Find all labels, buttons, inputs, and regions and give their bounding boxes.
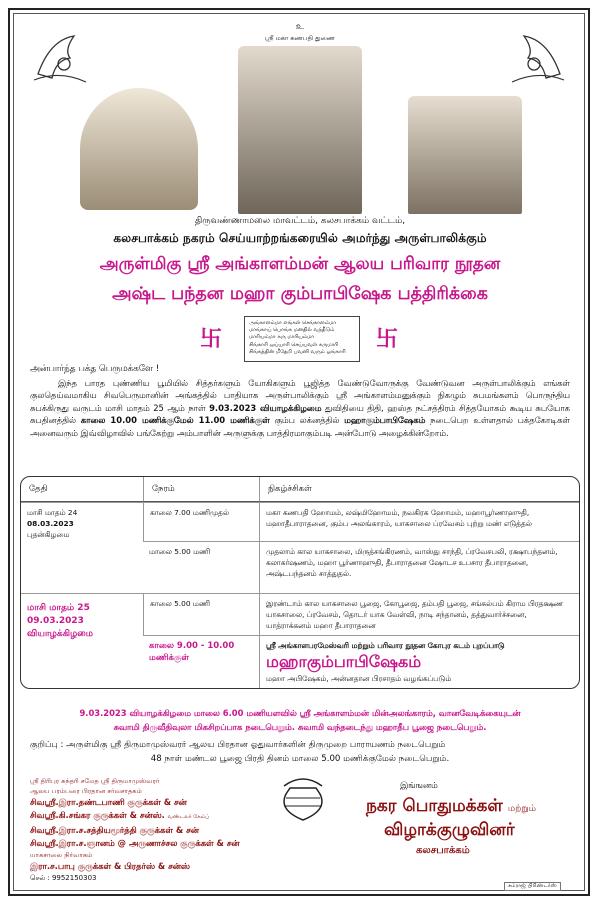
day2-slot2-time: காலை 9.00 - 10.00 மணிக்குள் bbox=[143, 635, 259, 688]
intro-text: இந்த பாரத புண்ணிய பூமியில் சித்தர்களும் யோகிகளும் பூஜித்த வேண்டுவோருக்கு வேண்டுவன அருள்பாலிக்கும் எங்கள் குலதெய்வமாகிய சிவபெருமானின் அங்கத்தில் பாதியாக அருள்பாலிக்கும் ஸ்ரீ அங்காளம்மனுக்கும் நிகழும் சுபமங்களம் பொருந்திய சுபக்கிருது வருடம் மாசி மாதம் 25 ஆம் நாள் bbox=[30, 378, 570, 413]
verse-line: சிங்கத்தின் மீதேறி பவனி வரும் ஓங்காரி bbox=[249, 348, 346, 355]
verse-line: சிங்காரி ஒய்யாரி செய்யவள் கருமாரி bbox=[249, 341, 339, 348]
day2-slot1-time: காலை 5.00 மணி bbox=[143, 593, 259, 635]
header-time: நேரம் bbox=[143, 477, 259, 502]
priest-name: சிவஸ்ரீ.இரா.ச.சத்தியமூர்த்தி குருக்கள் & சன் bbox=[30, 825, 199, 835]
title-line-2: அஷ்ட பந்தன மஹா கும்பாபிஷேக பத்திரிக்கை bbox=[112, 284, 488, 304]
intro-text: நடைபெற உள்ளதால் பக்தகோடிகள் அனைவரும் இவ்விழாவில் பங்கேற்று அம்பாளின் அருளுக்கு பாத்திரமாகும்படி அன்போடு அழைக்கின்றோம். bbox=[30, 415, 570, 438]
day2-slot2-events bbox=[259, 635, 579, 688]
day1-slot1-events: மகா கணபதி ஹோமம், லஷ்மிஹோமம், நவகிரக ஹோமம், மஹாபூர்ணாஹுதி, மஹாதீபாராதனை, கும்ப அலங்காரம், யாகசாலை ப்ரவேசம் புற்று மண் எடுத்தல் bbox=[259, 502, 579, 541]
note-line-2: 48 நாள் மண்டல பூஜை பிரதி தினம் மாலை 5.00 மணிக்குமேல் நடைபெறும். bbox=[150, 754, 450, 764]
day1-weekday: புதன்கிழமை bbox=[27, 530, 70, 539]
priests-line-1: ஸ்ரீ திரிபுர சுந்தரி சமேத ஸ்ரீ திருமாமுஸ்வரர் bbox=[30, 777, 160, 785]
top-invocation: ஸ்ரீ மகா கணபதி துணை bbox=[264, 34, 336, 42]
day1-slot2-events: முதலாம் கால யாகசாலை, மிருத்சங்கிரணம், வாஸ்து சாந்தி, ப்ரவேசபலி, ரக்ஷாபந்தனம், கலாகர்ஷணம், மஹா பூர்ணாஹுதி, தீபாராதனை ஷோடச உபசார தீபாராதனை, அஷ்டபந்தனம் சாத்துதல். bbox=[259, 541, 579, 593]
priests-block bbox=[30, 776, 270, 884]
kalasam-pot-icon bbox=[272, 776, 334, 822]
hosts-connector: மற்றும் bbox=[507, 804, 536, 814]
verse-line: மாங்காய் பொங்க மனதில் வந்தீடும் bbox=[249, 327, 335, 334]
intro-date: 9.03.2023 வியாழக்கிழமை bbox=[209, 402, 322, 413]
header-events: நிகழ்ச்சிகள் bbox=[259, 477, 579, 502]
intro-text: கும்ப லக்னத்தில் bbox=[269, 415, 345, 426]
day2-slot2-line: ஸ்ரீ அங்காளபரமேஸ்வரி மற்றும் பரிவார நூதன கோபுர கடம் புறப்பாடு bbox=[266, 641, 505, 650]
swastik-left-icon: 卐 bbox=[200, 327, 223, 352]
verse-line: மாரியம்மா கரு மாரியம்மா bbox=[249, 334, 315, 341]
hosts-main-row bbox=[366, 796, 536, 818]
evening-line-2: சுவாமி திருவீதிவுலா மிகசிறப்பாக நடைபெறும். சுவாமி வந்தடைந்து மஹாதீப பூஜை நடைபெறும். bbox=[113, 722, 487, 732]
greeting: அன்பார்ந்த பக்த பெருமக்களே ! bbox=[30, 364, 160, 374]
printer-credit: சம்ராஜ் பிரிண்டர்ஸ் bbox=[504, 882, 561, 891]
verse-line: அங்காளம்மா எங்கள் செங்காளம்மா bbox=[249, 320, 336, 326]
note-line-1: குறிப்பு : அருள்மிகு ஸ்ரீ திருமாமுஸ்வரர் ஆலய பிரதான ஓதுவார்களின் திருமுறை பாராயணம் நடைபெறும் bbox=[30, 740, 446, 750]
intro-time: காலை 10.00 மணிக்குமேல் 11.00 மணிக்குள் bbox=[80, 415, 270, 426]
table-row bbox=[21, 502, 579, 541]
phone-number: செல் : 9952150303 bbox=[30, 874, 97, 882]
top-blessing: உ bbox=[295, 22, 305, 32]
invitation-paragraph bbox=[30, 377, 570, 439]
priests-line-2: ஆலய பரம்பரை பிரதான சர்வசாதகம் bbox=[30, 787, 142, 795]
hosts-committee: விழாக்குழுவினர் bbox=[384, 820, 515, 840]
table-row bbox=[21, 593, 579, 635]
durga-image bbox=[80, 88, 198, 210]
day2-date: 09.03.2023 bbox=[27, 616, 84, 626]
priest-name: சிவஸ்ரீ.கி.சங்கர குருக்கள் & சன்ஸ். bbox=[30, 810, 165, 820]
title-line-1: அருள்மிகு ஸ்ரீ அங்காளம்மன் ஆலய பரிவார நூதன bbox=[99, 254, 501, 274]
district-line: திருவண்ணாமலை மாவட்டம், கலசபாக்கம் வட்டம், bbox=[194, 216, 406, 226]
intro-text: துவிதியை திதி, ஹஸ்த நட்சத்திரம் சித்தயோகம் கூடிய சுபயோக சுபதினத்தில் bbox=[30, 402, 570, 426]
priest-name-row bbox=[30, 809, 270, 824]
evening-line-1: 9.03.2023 வியாழக்கிழமை மாலை 6.00 மணியளவில் ஸ்ரீ அங்காளம்மன் மின்அலங்காரம், வானவேடிக்கையுடன் bbox=[79, 708, 521, 718]
day1-date-cell bbox=[21, 502, 143, 593]
organizer-label: யாகசாலை நிர்வாகம் bbox=[30, 851, 93, 859]
day2-slot1-events: இரண்டாம் கால யாகசாலை பூஜை, கோபூஜை, தம்பதி பூஜை, சங்கல்பம் கிராம பிரதக்ஷண யாகசாலை, ப்ரவேசம், தொடர் யாக வேள்வி, நாடி சந்தானம், தத்துவார்ச்சனை, யாத்ராக்கனம் மஹா தீபாராதனை bbox=[259, 593, 579, 635]
angalamman-image bbox=[238, 46, 362, 214]
priest-name: சிவஸ்ரீ.இரா.தண்டபாணி குருக்கள் & சன் bbox=[30, 797, 187, 807]
day2-tamil-date: மாசி மாதம் 25 bbox=[27, 603, 90, 613]
priest-name: சிவஸ்ரீ.இரா.ச.ஞானம் @ அருணாச்சல குருக்கள் & சன் bbox=[30, 838, 240, 848]
amman-shrine-image bbox=[408, 96, 522, 214]
day2-slot2-after: மஹா அபிஷேகம், அன்னதான பிரசாதம் வழங்கப்படும் bbox=[266, 674, 452, 683]
hosts-main: நகர பொதுமக்கள் bbox=[366, 796, 503, 816]
organizer-name: இரா.ச.பாபு குருக்கள் & பிரதர்ஸ் & சன்ஸ் bbox=[30, 861, 190, 871]
hosts-place: கலசபாக்கம் bbox=[416, 845, 470, 856]
header-date: தேதி bbox=[21, 477, 143, 502]
schedule-table bbox=[20, 476, 580, 689]
intro-event: மஹாகும்பாபிஷேகம் bbox=[344, 415, 426, 426]
day2-main-event: மஹாகும்பாபிஷேகம் bbox=[266, 652, 422, 671]
hosts-label: இங்ஙனம் bbox=[400, 780, 438, 790]
day1-slot2-time: மாலை 5.00 மணி bbox=[143, 541, 259, 593]
swastik-right-icon: 卐 bbox=[376, 327, 399, 352]
location-line: கலசபாக்கம் நகரம் செய்யாற்றங்கரையில் அமர்ந்து அருள்பாலிக்கும் bbox=[113, 231, 487, 245]
table-header-row bbox=[21, 477, 579, 502]
verse-box bbox=[244, 316, 360, 362]
day2-weekday: வியாழக்கிழமை bbox=[27, 629, 94, 639]
priest-suffix: வண்டலர் கேம்ப் bbox=[167, 814, 210, 820]
day1-tamil-date: மாசி மாதம் 24 bbox=[27, 508, 78, 517]
day2-date-cell bbox=[21, 593, 143, 688]
day1-date: 08.03.2023 bbox=[27, 519, 74, 528]
day1-slot1-time: காலை 7.00 மணிமுதல் bbox=[143, 502, 259, 541]
